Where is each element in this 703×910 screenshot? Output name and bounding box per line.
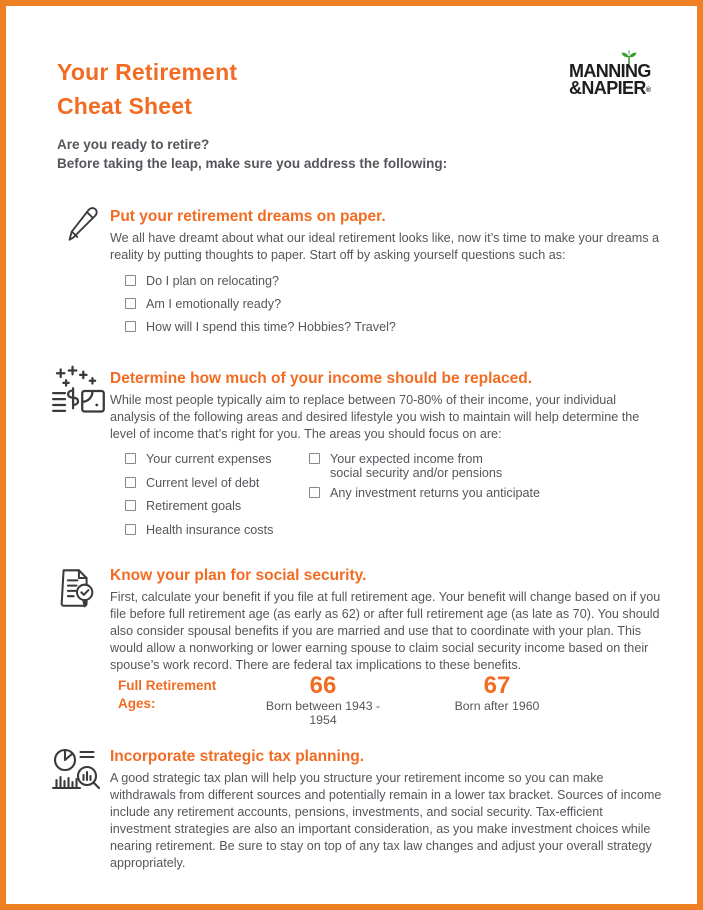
section-heading: Incorporate strategic tax planning. <box>110 748 365 765</box>
page-title-line1: Your Retirement <box>57 59 238 85</box>
checkbox-label: Health insurance costs <box>146 522 274 537</box>
section-body: We all have dreamt about what our ideal retirement looks like, now it’s time to make your dreams a reality by putting thoughts to paper. Start off by asking yourself questions such as: <box>110 231 660 262</box>
page-title-line2: Cheat Sheet <box>57 93 193 119</box>
intro-line2: Before taking the leap, make sure you address the following: <box>57 156 448 171</box>
checklist-item <box>309 452 629 480</box>
section-retirement-dreams <box>50 207 675 343</box>
full-retirement-ages <box>110 672 675 727</box>
section-heading: Determine how much of your income should be replaced. <box>110 370 533 387</box>
checklist-column-1 <box>110 452 309 546</box>
logo-line1: MANNING <box>569 61 651 81</box>
manning-napier-logo <box>569 63 669 99</box>
age-caption: Born after 1960 <box>454 699 540 713</box>
income-calculation-icon <box>50 369 110 422</box>
checkbox-label: Am I emotionally ready? <box>146 297 282 311</box>
checkbox-label: Any investment returns you anticipate <box>330 486 541 500</box>
age-caption: Born between 1943 - 1954 <box>265 699 381 727</box>
section-tax-planning <box>50 747 675 872</box>
checkbox-label: Current level of debt <box>146 475 260 490</box>
section-body: While most people typically aim to replace between 70-80% of their income, your individual analysis of the following areas and desired lifestyle you wish to maintain will help determine the level of income that’s right for you. The areas you should focus on are: <box>110 393 640 441</box>
checkbox[interactable] <box>125 524 136 535</box>
section-body: A good strategic tax plan will help you structure your retirement income so you can make withdrawals from different sources and potentially remain in a lower tax bracket. Sources of income include any retirement accounts, pensions, investments, and social security. Tax-efficient investment strategies are also an important consideration, as you make investment choices while nearing retirement. Be sure to stay on top of any tax law changes and adjust your overall strategy appropriately. <box>110 771 662 870</box>
page-title <box>57 55 237 123</box>
intro-text <box>57 135 447 173</box>
checkbox-label: Your current expenses <box>146 452 272 466</box>
retirement-age-67 <box>427 674 567 713</box>
checkbox-label: Your expected income from social security and/or pensions <box>330 452 503 480</box>
checkbox[interactable] <box>125 321 136 332</box>
checklist-item <box>125 320 675 334</box>
retirement-age-66 <box>253 674 393 727</box>
checkbox[interactable] <box>309 487 320 498</box>
income-focus-checklist <box>110 452 675 546</box>
age-value: 66 <box>309 672 337 699</box>
dreams-checklist <box>110 274 675 334</box>
age-value: 67 <box>483 672 511 699</box>
checkbox-label: Retirement goals <box>146 499 242 513</box>
tax-analytics-icon <box>50 747 110 800</box>
checklist-column-2 <box>309 452 629 546</box>
checklist-item <box>125 452 309 466</box>
sprout-leaf-icon <box>619 49 639 70</box>
registered-mark: ® <box>645 87 651 94</box>
checkbox[interactable] <box>125 453 136 464</box>
section-heading: Put your retirement dreams on paper. <box>110 208 386 225</box>
checklist-item <box>309 486 629 500</box>
logo-line2: &NAPIER® <box>569 78 651 98</box>
section-body: First, calculate your benefit if you file at full retirement age. Your benefit will change based on if you file before full retirement age (as early as 62) or after full retirement age (as late as 70). You should also consider spousal benefits if you are married and use that to coordinate with your plan. This would allow a nonworking or lower earning spouse to claim social security income based on their spouse’s work record. There are federal tax implications to these benefits. <box>110 590 661 672</box>
checklist-item <box>125 476 309 490</box>
intro-line1: Are you ready to retire? <box>57 137 210 152</box>
checklist-item <box>125 297 675 311</box>
checkbox[interactable] <box>125 275 136 286</box>
section-income-replacement <box>50 369 675 546</box>
checklist-item <box>125 523 309 537</box>
document-check-icon <box>50 566 110 619</box>
checkbox[interactable] <box>125 298 136 309</box>
full-retirement-ages-label: Full Retirement Ages: <box>118 678 217 711</box>
section-heading: Know your plan for social security. <box>110 567 367 584</box>
pencil-icon <box>50 207 110 252</box>
checkbox[interactable] <box>309 453 320 464</box>
checkbox-label: Do I plan on relocating? <box>146 274 280 288</box>
checkbox[interactable] <box>125 500 136 511</box>
checkbox[interactable] <box>125 477 136 488</box>
checklist-item <box>125 274 675 288</box>
checkbox-label: How will I spend this time? Hobbies? Travel? <box>146 320 396 334</box>
section-social-security <box>50 566 675 727</box>
checklist-item <box>125 499 309 513</box>
